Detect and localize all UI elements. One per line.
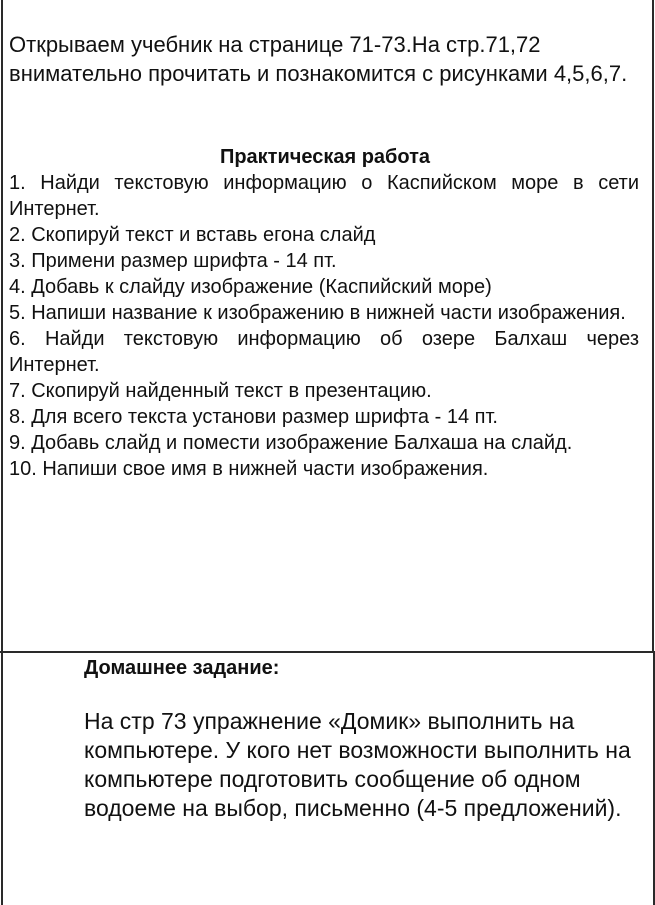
task-item: 8. Для всего текста установи размер шрифта - 14 пт. — [9, 406, 498, 428]
homework-title: Домашнее задание: — [84, 657, 280, 679]
task-item: 5. Напиши название к изображению в нижней части изображения. — [9, 302, 626, 324]
task-item: 4. Добавь к слайду изображение (Каспийский море) — [9, 276, 492, 298]
practice-title: Практическая работа — [219, 146, 431, 168]
page-border-right — [652, 0, 654, 652]
intro-paragraph: Открываем учебник на странице 71-73.На стр.71,72 внимательно прочитать и познакомится с рисунками 4,5,6,7. — [9, 32, 628, 86]
task-list — [9, 170, 639, 482]
task-item: 2. Скопируй текст и вставь егона слайд — [9, 224, 376, 246]
task-item: 1. Найди текстовую информацию о Каспийском море в сети Интернет. — [9, 172, 639, 220]
task-item: 6. Найди текстовую информацию об озере Балхаш через Интернет. — [9, 328, 639, 376]
task-item: 10. Напиши свое имя в нижней части изображения. — [9, 458, 489, 480]
homework-paragraph: На стр 73 упражнение «Домик» выполнить на компьютере. У кого нет возможности выполнить на компьютере подготовить сообщение об одном водоеме на выбор, письменно (4-5 предложений). — [84, 708, 631, 821]
task-item: 3. Примени размер шрифта - 14 пт. — [9, 250, 337, 272]
section-divider — [0, 651, 655, 653]
page-border-left — [1, 0, 3, 905]
task-item: 7. Скопируй найденный текст в презентацию. — [9, 380, 432, 402]
task-item: 9. Добавь слайд и помести изображение Балхаша на слайд. — [9, 432, 573, 454]
